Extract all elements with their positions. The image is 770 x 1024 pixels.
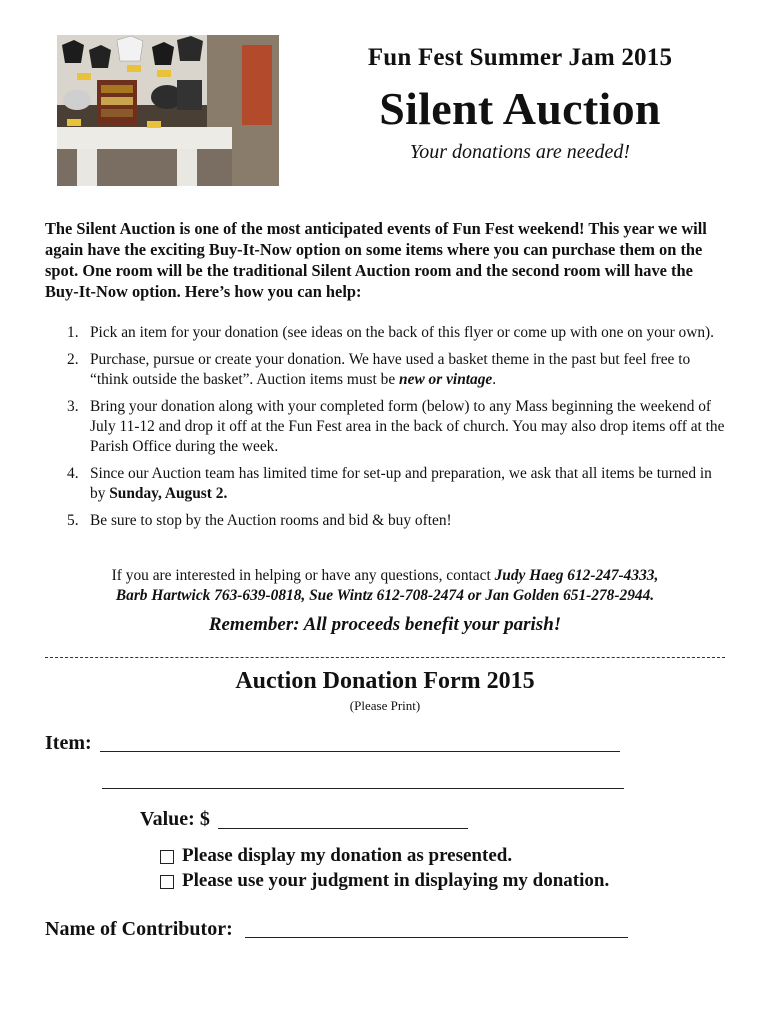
step-number: 2. xyxy=(67,351,79,368)
list-item xyxy=(45,350,725,390)
remember-note: Remember: All proceeds benefit your parish! xyxy=(208,614,562,635)
item-label: Item: xyxy=(45,732,92,754)
auction-photo xyxy=(57,35,279,186)
step-number: 3. xyxy=(67,398,79,415)
value-line[interactable] xyxy=(218,828,468,829)
step-number: 4. xyxy=(67,465,79,482)
main-title: Silent Auction xyxy=(379,83,661,134)
form-subtitle: (Please Print) xyxy=(349,698,421,713)
checkbox-icon[interactable] xyxy=(160,850,174,864)
step-text-end: . xyxy=(492,371,497,388)
step-number: 5. xyxy=(67,512,79,529)
flyer-header xyxy=(330,44,710,164)
option-label: Please use your judgment in displaying my donation. xyxy=(182,870,610,891)
steps-list xyxy=(45,323,725,538)
item-line-1[interactable] xyxy=(100,751,620,752)
step-text: Bring your donation along with your completed form (below) to any Mass beginning the weekend of July 11-12 and drop it off at the Fun Fest area in the back of church. You may also drop items off at the Parish Office during the week. xyxy=(90,398,725,455)
use-judgment-option[interactable] xyxy=(160,870,609,892)
step-emphasis: Sunday, August 2. xyxy=(109,485,228,502)
contact-lead: If you are interested in helping or have any questions, contact xyxy=(111,567,495,584)
display-as-presented-option[interactable] xyxy=(160,845,512,867)
checkbox-icon[interactable] xyxy=(160,875,174,889)
step-emphasis: new or vintage xyxy=(399,371,493,388)
step-number: 1. xyxy=(67,324,79,341)
list-item xyxy=(45,511,725,531)
contact-names-1: Judy Haeg 612-247-4333, xyxy=(494,567,659,584)
value-label: Value: $ xyxy=(140,808,210,830)
tagline: Your donations are needed! xyxy=(409,141,631,163)
step-text: Be sure to stop by the Auction rooms and bid & buy often! xyxy=(90,512,452,529)
contributor-label: Name of Contributor: xyxy=(45,918,233,940)
step-text: Pick an item for your donation (see ideas on the back of this flyer or come up with one on your own). xyxy=(90,324,715,341)
list-item xyxy=(45,464,725,504)
list-item xyxy=(45,323,725,343)
form-title: Auction Donation Form 2015 xyxy=(235,668,535,694)
step-text: Purchase, pursue or create your donation. We have used a basket theme in the past but feel free to “think outside the basket”. Auction items must be xyxy=(90,351,691,388)
item-line-2[interactable] xyxy=(102,788,624,789)
cut-line-divider xyxy=(45,657,725,658)
contact-names-2: Barb Hartwick 763-639-0818, Sue Wintz 612-708-2474 or Jan Golden 651-278-2944. xyxy=(115,587,655,604)
step-text: Since our Auction team has limited time for set-up and preparation, we ask that all items be turned in by xyxy=(90,465,712,502)
event-title: Fun Fest Summer Jam 2015 xyxy=(367,44,673,71)
contributor-line[interactable] xyxy=(245,937,628,938)
list-item xyxy=(45,397,725,457)
intro-paragraph: The Silent Auction is one of the most anticipated events of Fun Fest weekend! This year we will again have the exciting Buy-It-Now option on some items where you can purchase them on the spot. One room will be the traditional Silent Auction room and the second room will have the Buy-It-Now option. Here’s how you can help: xyxy=(45,219,707,301)
contact-info xyxy=(45,566,725,606)
option-label: Please display my donation as presented. xyxy=(182,845,513,866)
